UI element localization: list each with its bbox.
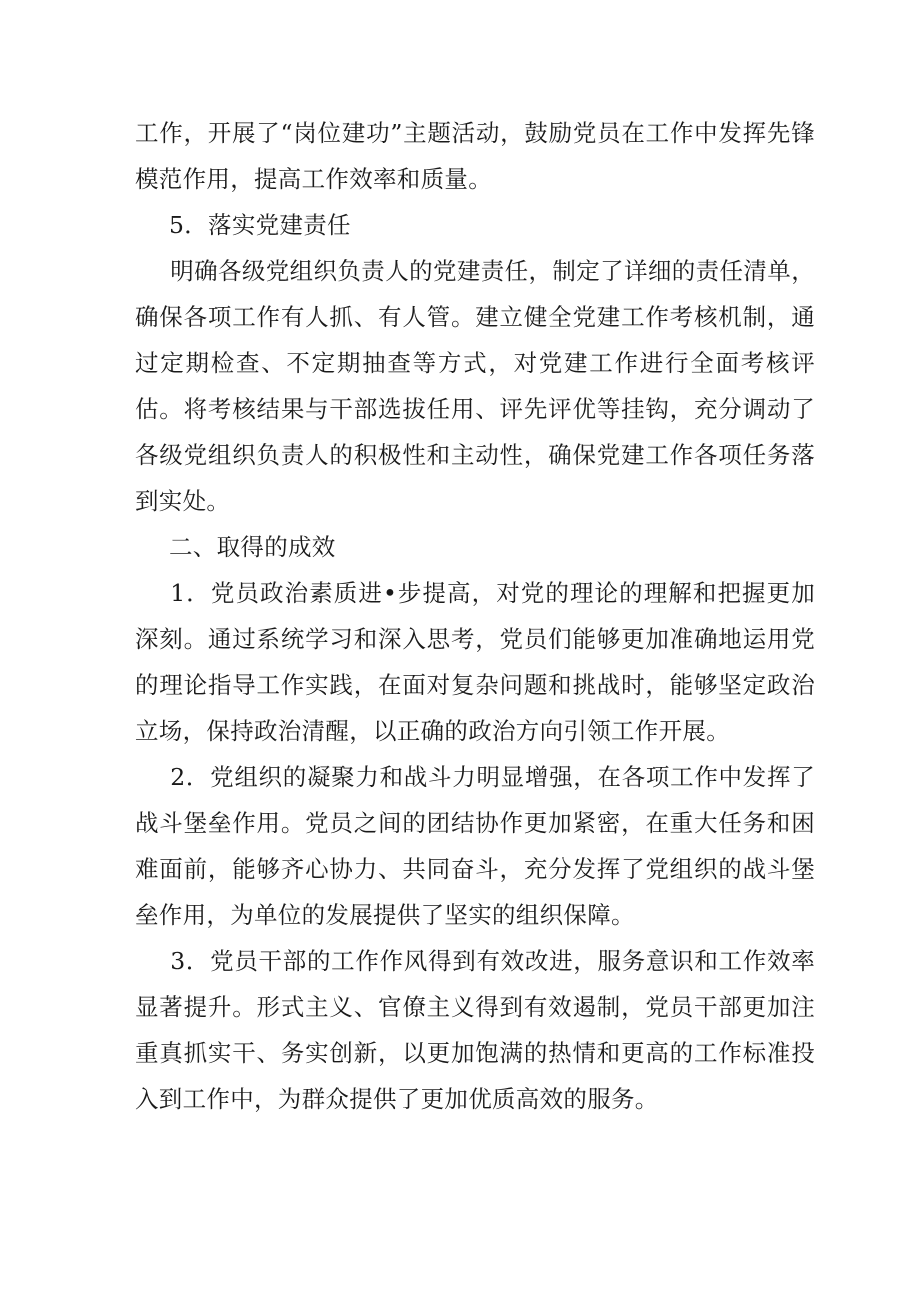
paragraph-responsibility: 明确各级党组织负责人的党建责任，制定了详细的责任清单，确保各项工作有人抓、有人管。建立健全党建工作考核机制，通过定期检查、不定期抽查等方式，对党建工作进行全面考核评估。将考核结果与干部选拔任用、评先评优等挂钩，充分调动了各级党组织负责人的积极性和主动性，确保党建工作各项任务落到实处。 <box>135 257 815 515</box>
document-body <box>135 110 815 1122</box>
paragraph-continuation: 工作，开展了“岗位建功”主题活动，鼓励党员在工作中发挥先锋模范作用，提高工作效率和质量。 <box>135 119 815 193</box>
paragraph-result-1: 1．党员政治素质进•步提高，对党的理论的理解和把握更加深刻。通过系统学习和深入思考，党员们能够更加准确地运用党的理论指导工作实践，在面对复杂问题和挑战时，能够坚定政治立场，保持政治清醒，以正确的政治方向引领工作开展。 <box>135 579 815 745</box>
paragraph-result-3: 3．党员干部的工作作风得到有效改进，服务意识和工作效率显著提升。形式主义、官僚主义得到有效遏制，党员干部更加注重真抓实干、务实创新，以更加饱满的热情和更高的工作标准投入到工作中，为群众提供了更加优质高效的服务。 <box>135 947 815 1113</box>
paragraph-result-2: 2．党组织的凝聚力和战斗力明显增强，在各项工作中发挥了战斗堡垒作用。党员之间的团结协作更加紧密，在重大任务和困难面前，能够齐心协力、共同奋斗，充分发挥了党组织的战斗堡垒作用，为单位的发展提供了坚实的组织保障。 <box>135 763 815 929</box>
section-heading-5: 5．落实党建责任 <box>169 211 351 239</box>
section-heading-results: 二、取得的成效 <box>169 533 336 561</box>
